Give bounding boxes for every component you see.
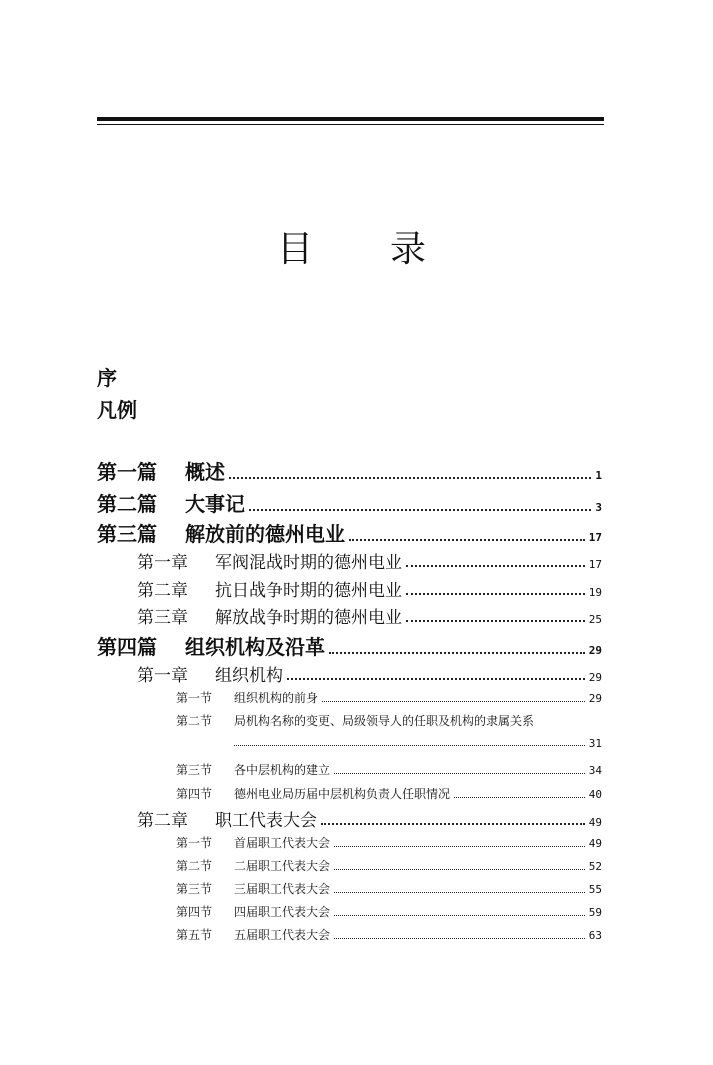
toc-label: 第四节 bbox=[176, 905, 213, 919]
toc-part-4[interactable] bbox=[97, 631, 602, 660]
toc-part-2[interactable] bbox=[97, 488, 602, 517]
toc-label: 第一节 bbox=[176, 836, 213, 850]
leader-dots bbox=[406, 565, 585, 567]
toc-page-number: 17 bbox=[588, 531, 602, 544]
toc-page-number: 19 bbox=[588, 586, 602, 599]
toc-label: 第二篇 bbox=[97, 492, 157, 516]
leader-dots bbox=[349, 539, 585, 541]
toc-section[interactable] bbox=[176, 761, 602, 778]
toc-title: 四届职工代表大会 bbox=[234, 905, 331, 919]
leader-dots bbox=[287, 678, 585, 680]
leader-dots bbox=[229, 477, 591, 479]
toc-chapter[interactable] bbox=[137, 576, 602, 601]
preface-entry: 序 bbox=[97, 366, 117, 390]
toc-page-number: 31 bbox=[588, 737, 602, 750]
toc-label: 第四篇 bbox=[97, 635, 157, 659]
title-char-1: 目 bbox=[277, 229, 314, 270]
leader-dots bbox=[406, 593, 585, 595]
toc-label: 第一节 bbox=[176, 691, 213, 705]
toc-title: 三届职工代表大会 bbox=[234, 882, 331, 896]
header-rule-thin bbox=[97, 124, 604, 125]
toc-page-number: 29 bbox=[588, 692, 602, 705]
toc-page-number: 29 bbox=[588, 671, 602, 684]
toc-label: 第四节 bbox=[176, 787, 213, 801]
toc-page-number: 49 bbox=[588, 837, 602, 850]
leader-dots bbox=[322, 701, 585, 702]
leader-dots bbox=[234, 745, 585, 746]
toc-section[interactable] bbox=[176, 834, 602, 851]
leader-dots bbox=[454, 797, 585, 798]
toc-section[interactable] bbox=[176, 689, 602, 706]
toc-label: 第三篇 bbox=[97, 522, 157, 546]
toc-page-number: 29 bbox=[588, 644, 602, 657]
leader-dots bbox=[334, 773, 585, 774]
toc-page-number: 40 bbox=[588, 788, 602, 801]
toc-page-number: 25 bbox=[588, 613, 602, 626]
toc-page-number: 52 bbox=[588, 860, 602, 873]
toc-label: 第五节 bbox=[176, 928, 213, 942]
toc-title: 德州电业局历届中层机构负责人任职情况 bbox=[234, 787, 451, 801]
toc-part-3[interactable] bbox=[97, 518, 602, 547]
toc-page-number: 17 bbox=[588, 558, 602, 571]
toc-chapter[interactable] bbox=[137, 548, 602, 573]
toc-chapter[interactable] bbox=[137, 806, 602, 831]
toc-title: 各中层机构的建立 bbox=[234, 763, 331, 777]
toc-section[interactable] bbox=[176, 857, 602, 874]
toc-chapter[interactable] bbox=[137, 661, 602, 686]
toc-title: 概述 bbox=[185, 460, 225, 484]
toc-section[interactable] bbox=[176, 880, 602, 897]
notes-entry: 凡例 bbox=[97, 398, 137, 422]
toc-label: 第三章 bbox=[137, 608, 188, 628]
leader-dots bbox=[321, 823, 585, 825]
toc-label: 第二节 bbox=[176, 714, 213, 728]
toc-title: 解放前的德州电业 bbox=[185, 522, 345, 546]
toc-title: 组织机构的前身 bbox=[234, 691, 319, 705]
toc-page-number: 55 bbox=[588, 883, 602, 896]
toc-label: 第二节 bbox=[176, 859, 213, 873]
toc-label: 第三节 bbox=[176, 763, 213, 777]
toc-label: 第一章 bbox=[137, 553, 188, 573]
toc-page-number: 63 bbox=[588, 929, 602, 942]
leader-dots bbox=[334, 892, 585, 893]
toc-title: 组织机构 bbox=[215, 666, 283, 686]
toc-section[interactable] bbox=[176, 926, 602, 943]
leader-dots bbox=[249, 509, 591, 511]
toc-section[interactable] bbox=[176, 712, 602, 729]
header-rule-thick bbox=[97, 117, 604, 121]
toc-title: 职工代表大会 bbox=[215, 811, 317, 831]
toc-page-number: 34 bbox=[588, 764, 602, 777]
leader-dots bbox=[406, 620, 585, 622]
toc-title: 首届职工代表大会 bbox=[234, 836, 331, 850]
toc-title: 二届职工代表大会 bbox=[234, 859, 331, 873]
toc-label: 第二章 bbox=[137, 581, 188, 601]
toc-page-number: 1 bbox=[595, 469, 602, 482]
toc-label: 第一篇 bbox=[97, 460, 157, 484]
toc-chapter[interactable] bbox=[137, 603, 602, 628]
toc-section[interactable] bbox=[176, 903, 602, 920]
toc-page-number: 3 bbox=[595, 501, 602, 514]
toc-page-number: 49 bbox=[588, 816, 602, 829]
page-title bbox=[0, 228, 713, 272]
leader-dots bbox=[334, 915, 585, 916]
toc-label: 第一章 bbox=[137, 666, 188, 686]
title-char-2: 录 bbox=[390, 229, 427, 270]
toc-title: 解放战争时期的德州电业 bbox=[215, 608, 402, 628]
toc-page-number: 59 bbox=[588, 906, 602, 919]
toc-title: 抗日战争时期的德州电业 bbox=[215, 581, 402, 601]
toc-section-continuation[interactable] bbox=[234, 737, 602, 750]
leader-dots bbox=[334, 938, 585, 939]
toc-title: 军阀混战时期的德州电业 bbox=[215, 553, 402, 573]
leader-dots bbox=[334, 869, 585, 870]
toc-part-1[interactable] bbox=[97, 456, 602, 485]
toc-title: 局机构名称的变更、局级领导人的任职及机构的隶属关系 bbox=[234, 714, 535, 728]
toc-section[interactable] bbox=[176, 785, 602, 802]
leader-dots bbox=[329, 652, 585, 654]
toc-label: 第三节 bbox=[176, 882, 213, 896]
toc-title: 大事记 bbox=[185, 492, 245, 516]
toc-title: 组织机构及沿革 bbox=[185, 635, 325, 659]
toc-label: 第二章 bbox=[137, 811, 188, 831]
toc-title: 五届职工代表大会 bbox=[234, 928, 331, 942]
leader-dots bbox=[334, 846, 585, 847]
